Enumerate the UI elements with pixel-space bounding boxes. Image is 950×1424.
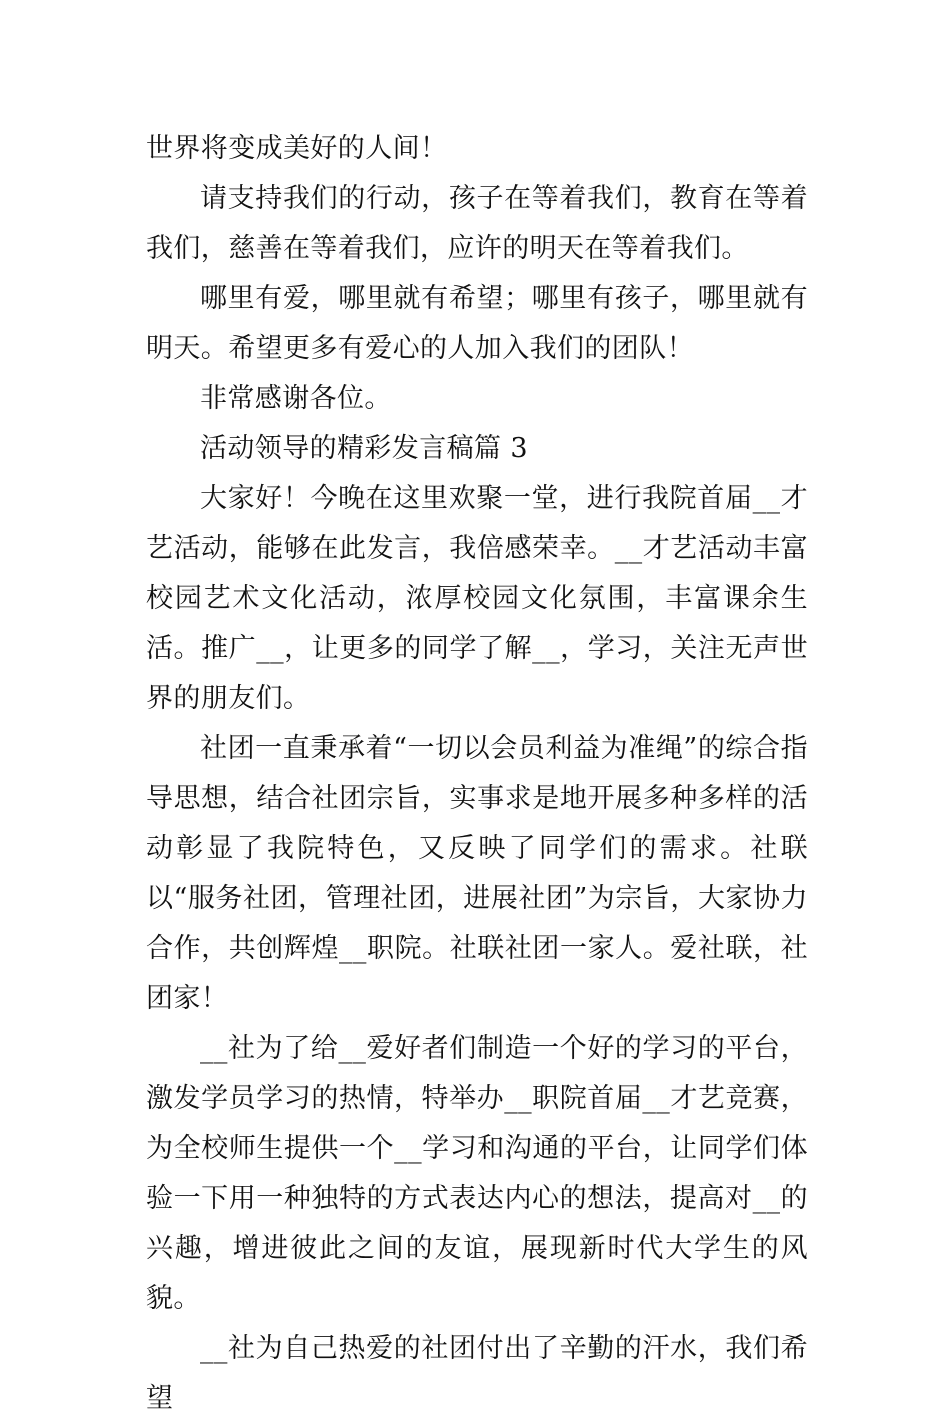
section-heading: 活动领导的精彩发言稿篇 3 [200, 433, 528, 464]
paragraph-4: 非常感谢各位。 [200, 383, 392, 414]
document-body [146, 124, 808, 1424]
paragraph-6: 大家好！今晚在这里欢聚一堂，进行我院首届__才艺活动，能够在此发言，我倍感荣幸。__才艺活动丰富校园艺术文化活动，浓厚校园文化氛围，丰富课余生活。推广__，让更多的同学了解__，学习，关注无声世界的朋友们。 [146, 483, 808, 714]
paragraph-3: 哪里有爱，哪里就有希望；哪里有孩子，哪里就有明天。希望更多有爱心的人加入我们的团队！ [146, 283, 808, 364]
paragraph-1: 世界将变成美好的人间！ [146, 133, 448, 164]
paragraph-8: __社为了给__爱好者们制造一个好的学习的平台，激发学员学习的热情，特举办__职院首届__才艺竞赛，为全校师生提供一个__学习和沟通的平台，让同学们体验一下用一种独特的方式表达内心的想法，提高对__的兴趣，增进彼此之间的友谊，展现新时代大学生的风貌。 [146, 1033, 808, 1314]
paragraph-7: 社团一直秉承着“一切以会员利益为准绳”的综合指导思想，结合社团宗旨，实事求是地开展多种多样的活动彰显了我院特色，又反映了同学们的需求。社联以“服务社团，管理社团，进展社团”为宗旨，大家协力合作，共创辉煌__职院。社联社团一家人。爱社联，社团家！ [146, 733, 808, 1014]
paragraph-9: __社为自己热爱的社团付出了辛勤的汗水，我们希望 [146, 1333, 808, 1414]
paragraph-2: 请支持我们的行动，孩子在等着我们，教育在等着我们，慈善在等着我们，应许的明天在等着我们。 [146, 183, 808, 264]
